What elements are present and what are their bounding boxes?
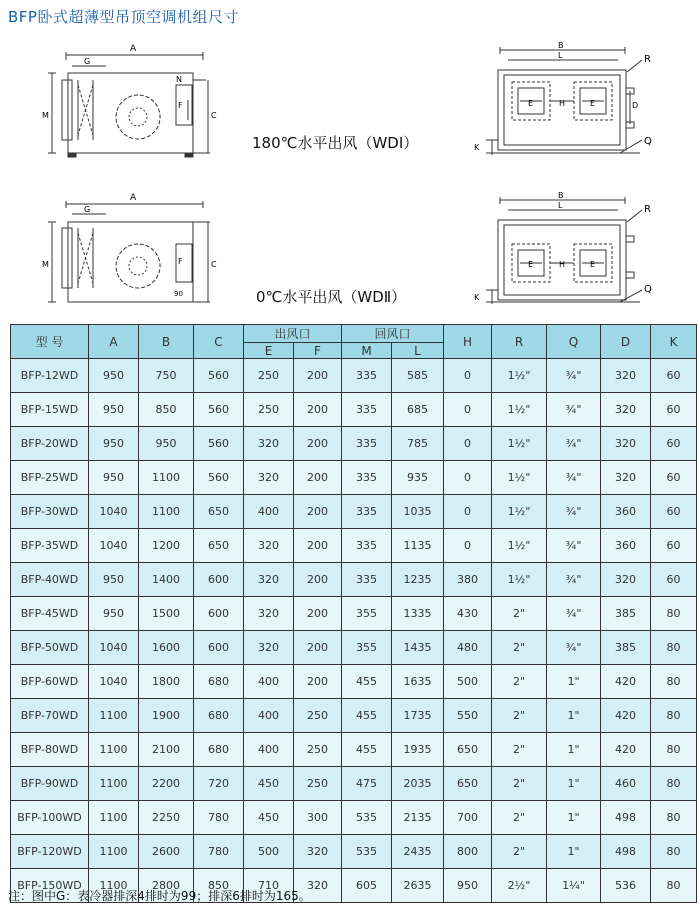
table-cell: 1100 [139, 461, 194, 495]
table-cell: 1035 [392, 495, 444, 529]
model-cell: BFP-25WD [11, 461, 89, 495]
table-cell: 498 [601, 801, 651, 835]
table-cell: 455 [342, 699, 392, 733]
table-cell: 60 [651, 529, 697, 563]
caption-wdi: 180℃水平出风（WDI） [252, 134, 419, 152]
table-cell: 950 [89, 597, 139, 631]
table-cell: 320 [601, 393, 651, 427]
table-cell: 1100 [89, 801, 139, 835]
table-cell: 2" [492, 801, 547, 835]
table-cell: 650 [194, 495, 244, 529]
table-cell: 80 [651, 631, 697, 665]
table-cell: 2200 [139, 767, 194, 801]
dim-label-k-2: K [474, 293, 480, 302]
header-h: H [444, 325, 492, 359]
dim-label-f-2: F [178, 257, 183, 266]
table-cell: 1100 [139, 495, 194, 529]
table-cell: 950 [444, 869, 492, 903]
table-cell: 400 [244, 699, 294, 733]
table-cell: 80 [651, 835, 697, 869]
table-cell: 1800 [139, 665, 194, 699]
table-cell: 335 [342, 495, 392, 529]
table-cell: 80 [651, 869, 697, 903]
table-cell: 335 [342, 359, 392, 393]
table-cell: 1½" [492, 359, 547, 393]
table-cell: 680 [194, 733, 244, 767]
table-cell: ¾" [547, 529, 601, 563]
table-cell: 320 [244, 529, 294, 563]
table-cell: 1100 [89, 869, 139, 903]
dim-label-k: K [474, 143, 480, 152]
dim-label-h: H [559, 99, 566, 108]
table-cell: 455 [342, 733, 392, 767]
table-cell: 605 [342, 869, 392, 903]
header-f: F [294, 343, 342, 359]
table-cell: 475 [342, 767, 392, 801]
table-cell: 2" [492, 665, 547, 699]
table-row [11, 835, 697, 869]
table-row [11, 563, 697, 597]
table-cell: 450 [244, 767, 294, 801]
model-cell: BFP-90WD [11, 767, 89, 801]
table-cell: 1¼" [547, 869, 601, 903]
table-cell: 1½" [492, 529, 547, 563]
dim-label-e2: E [590, 99, 596, 108]
table-cell: 385 [601, 631, 651, 665]
dim-label-f: F [178, 101, 183, 110]
table-cell: 1935 [392, 733, 444, 767]
table-cell: 500 [244, 835, 294, 869]
table-cell: 80 [651, 665, 697, 699]
dim-label-m: M [42, 111, 49, 120]
table-cell: 0 [444, 529, 492, 563]
table-cell: 1100 [89, 835, 139, 869]
table-cell: 2" [492, 631, 547, 665]
model-cell: BFP-150WD [11, 869, 89, 903]
table-cell: 1900 [139, 699, 194, 733]
table-cell: 480 [444, 631, 492, 665]
table-cell: 780 [194, 835, 244, 869]
footnote: 注：图中G：表冷器排深4排时为99；排深6排时为165。 [8, 889, 311, 903]
table-cell: 60 [651, 359, 697, 393]
table-cell: ¾" [547, 631, 601, 665]
dim-label-e-3: E [528, 260, 534, 269]
table-cell: 1½" [492, 495, 547, 529]
table-cell: 935 [392, 461, 444, 495]
table-cell: 650 [444, 733, 492, 767]
dim-label-b: B [558, 41, 564, 50]
model-cell: BFP-80WD [11, 733, 89, 767]
table-cell: 585 [392, 359, 444, 393]
header-return: 回风口 [342, 325, 444, 343]
dim-label-c-2: C [211, 260, 217, 269]
header-a: A [89, 325, 139, 359]
table-cell: 1435 [392, 631, 444, 665]
table-cell: 335 [342, 427, 392, 461]
table-cell: 850 [139, 393, 194, 427]
side-view-diagram-wdii [38, 192, 238, 310]
table-cell: 600 [194, 631, 244, 665]
table-cell: 200 [294, 495, 342, 529]
table-cell: 1" [547, 665, 601, 699]
table-cell: 80 [651, 801, 697, 835]
table-cell: 455 [342, 665, 392, 699]
dim-label-h-2: H [559, 260, 566, 269]
table-cell: 780 [194, 801, 244, 835]
table-cell: 80 [651, 597, 697, 631]
table-cell: 60 [651, 427, 697, 461]
table-cell: ¾" [547, 563, 601, 597]
dim-label-g: G [84, 57, 91, 66]
table-cell: 335 [342, 529, 392, 563]
table-cell: 600 [194, 563, 244, 597]
table-cell: 2035 [392, 767, 444, 801]
table-cell: 2½" [492, 869, 547, 903]
table-cell: 1½" [492, 461, 547, 495]
table-cell: ¾" [547, 461, 601, 495]
table-cell: 200 [294, 631, 342, 665]
side-view-diagram-wdi [38, 40, 238, 165]
table-cell: 1100 [89, 767, 139, 801]
header-model: 型 号 [11, 325, 89, 359]
table-row [11, 461, 697, 495]
table-cell: 950 [89, 359, 139, 393]
table-cell: 1635 [392, 665, 444, 699]
table-cell: 550 [444, 699, 492, 733]
table-cell: 1½" [492, 393, 547, 427]
table-cell: 60 [651, 563, 697, 597]
table-cell: 2250 [139, 801, 194, 835]
table-cell: 400 [244, 665, 294, 699]
model-cell: BFP-120WD [11, 835, 89, 869]
caption-wdii: 0℃水平出风（WDⅡ） [256, 288, 407, 306]
table-row [11, 359, 697, 393]
table-cell: 2" [492, 733, 547, 767]
table-cell: 320 [294, 835, 342, 869]
table-cell: 535 [342, 835, 392, 869]
dim-label-a: A [130, 44, 137, 54]
page-title: BFP卧式超薄型吊顶空调机组尺寸 [8, 8, 239, 26]
table-cell: 320 [294, 869, 342, 903]
table-cell: 1" [547, 801, 601, 835]
table-cell: 560 [194, 427, 244, 461]
table-cell: 950 [89, 427, 139, 461]
table-cell: 355 [342, 631, 392, 665]
table-cell: 650 [194, 529, 244, 563]
table-cell: 60 [651, 393, 697, 427]
header-d: D [601, 325, 651, 359]
table-cell: 355 [342, 597, 392, 631]
model-cell: BFP-45WD [11, 597, 89, 631]
model-cell: BFP-20WD [11, 427, 89, 461]
table-cell: 1040 [89, 631, 139, 665]
table-row [11, 495, 697, 529]
table-cell: 950 [89, 461, 139, 495]
table-cell: 1400 [139, 563, 194, 597]
front-view-diagram-wdi [470, 40, 680, 165]
dim-label-g-2: G [84, 205, 91, 214]
table-cell: 320 [244, 631, 294, 665]
table-cell: 200 [294, 529, 342, 563]
table-cell: 360 [601, 529, 651, 563]
table-cell: 1500 [139, 597, 194, 631]
table-cell: 700 [444, 801, 492, 835]
table-cell: 2135 [392, 801, 444, 835]
table-cell: 400 [244, 733, 294, 767]
table-cell: 320 [601, 563, 651, 597]
table-cell: 500 [444, 665, 492, 699]
table-cell: 950 [89, 393, 139, 427]
table-cell: 80 [651, 767, 697, 801]
table-cell: 1" [547, 699, 601, 733]
header-m: M [342, 343, 392, 359]
table-cell: 1735 [392, 699, 444, 733]
table-cell: 2" [492, 597, 547, 631]
header-r: R [492, 325, 547, 359]
table-cell: 320 [601, 359, 651, 393]
table-cell: 850 [194, 869, 244, 903]
table-cell: 420 [601, 665, 651, 699]
model-cell: BFP-70WD [11, 699, 89, 733]
table-row [11, 427, 697, 461]
table-cell: 0 [444, 359, 492, 393]
table-cell: 60 [651, 461, 697, 495]
table-cell: 430 [444, 597, 492, 631]
table-cell: 2635 [392, 869, 444, 903]
table-cell: 1600 [139, 631, 194, 665]
header-l: L [392, 343, 444, 359]
table-cell: 420 [601, 699, 651, 733]
table-cell: 320 [244, 461, 294, 495]
table-cell: 1100 [89, 699, 139, 733]
table-cell: 1" [547, 733, 601, 767]
table-row [11, 529, 697, 563]
table-cell: 380 [444, 563, 492, 597]
table-cell: 2435 [392, 835, 444, 869]
table-cell: 600 [194, 597, 244, 631]
dim-label-r-2: R [644, 204, 651, 215]
front-view-diagram-wdii [470, 192, 680, 310]
table-cell: 785 [392, 427, 444, 461]
table-cell: 1040 [89, 529, 139, 563]
table-row [11, 597, 697, 631]
table-cell: 335 [342, 563, 392, 597]
table-cell: 680 [194, 665, 244, 699]
table-cell: 320 [244, 563, 294, 597]
dim-label-m-2: M [42, 260, 49, 269]
table-cell: 320 [244, 597, 294, 631]
table-cell: 450 [244, 801, 294, 835]
model-cell: BFP-50WD [11, 631, 89, 665]
table-cell: 320 [244, 427, 294, 461]
table-cell: 460 [601, 767, 651, 801]
table-cell: 200 [294, 597, 342, 631]
header-outlet: 出风口 [244, 325, 342, 343]
table-cell: 300 [294, 801, 342, 835]
table-cell: 385 [601, 597, 651, 631]
table-cell: 0 [444, 461, 492, 495]
table-cell: ¾" [547, 597, 601, 631]
table-cell: 2100 [139, 733, 194, 767]
table-cell: 2" [492, 699, 547, 733]
model-cell: BFP-60WD [11, 665, 89, 699]
table-cell: 535 [342, 801, 392, 835]
table-cell: 80 [651, 733, 697, 767]
table-cell: ¾" [547, 427, 601, 461]
table-row [11, 665, 697, 699]
table-cell: 200 [294, 461, 342, 495]
header-e: E [244, 343, 294, 359]
table-cell: 950 [89, 563, 139, 597]
dim-label-q-2: Q [644, 284, 652, 295]
table-cell: 335 [342, 461, 392, 495]
table-cell: 250 [244, 393, 294, 427]
header-k: K [651, 325, 697, 359]
dim-label-e: E [528, 99, 534, 108]
table-cell: 1½" [492, 563, 547, 597]
table-cell: 560 [194, 359, 244, 393]
table-cell: 498 [601, 835, 651, 869]
table-cell: 200 [294, 393, 342, 427]
table-row [11, 393, 697, 427]
model-cell: BFP-100WD [11, 801, 89, 835]
table-cell: 320 [601, 427, 651, 461]
model-cell: BFP-30WD [11, 495, 89, 529]
table-row [11, 699, 697, 733]
table-cell: 335 [342, 393, 392, 427]
table-cell: 60 [651, 495, 697, 529]
table-row [11, 631, 697, 665]
table-cell: 2600 [139, 835, 194, 869]
dim-label-l-2: L [558, 201, 563, 210]
table-cell: 1200 [139, 529, 194, 563]
table-cell: 250 [294, 767, 342, 801]
table-cell: 950 [139, 427, 194, 461]
table-cell: 560 [194, 461, 244, 495]
dim-label-90: 90 [174, 290, 183, 298]
table-cell: 250 [294, 699, 342, 733]
table-cell: 320 [601, 461, 651, 495]
header-b: B [139, 325, 194, 359]
table-cell: 1100 [89, 733, 139, 767]
header-c: C [194, 325, 244, 359]
table-cell: 650 [444, 767, 492, 801]
table-cell: ¾" [547, 495, 601, 529]
table-cell: 750 [139, 359, 194, 393]
table-row [11, 801, 697, 835]
table-cell: 200 [294, 665, 342, 699]
table-cell: ¾" [547, 359, 601, 393]
table-body [11, 359, 697, 903]
table-cell: 685 [392, 393, 444, 427]
table-cell: 250 [244, 359, 294, 393]
table-cell: 1235 [392, 563, 444, 597]
table-cell: 720 [194, 767, 244, 801]
model-cell: BFP-35WD [11, 529, 89, 563]
table-cell: 80 [651, 699, 697, 733]
table-cell: 200 [294, 359, 342, 393]
table-cell: 1040 [89, 495, 139, 529]
table-cell: 360 [601, 495, 651, 529]
header-q: Q [547, 325, 601, 359]
dim-label-a-2: A [130, 193, 137, 203]
table-cell: 1335 [392, 597, 444, 631]
table-cell: 710 [244, 869, 294, 903]
table-cell: 200 [294, 563, 342, 597]
table-cell: 560 [194, 393, 244, 427]
dim-label-q: Q [644, 136, 652, 147]
table-cell: 1135 [392, 529, 444, 563]
table-cell: 200 [294, 427, 342, 461]
model-cell: BFP-12WD [11, 359, 89, 393]
table-cell: 1½" [492, 427, 547, 461]
table-cell: ¾" [547, 393, 601, 427]
table-cell: 420 [601, 733, 651, 767]
table-cell: 0 [444, 495, 492, 529]
model-cell: BFP-15WD [11, 393, 89, 427]
dim-label-d: D [632, 101, 639, 110]
table-cell: 400 [244, 495, 294, 529]
table-cell: 536 [601, 869, 651, 903]
table-cell: 0 [444, 427, 492, 461]
table-cell: 800 [444, 835, 492, 869]
table-cell: 1" [547, 767, 601, 801]
dim-label-n: N [176, 75, 182, 84]
model-cell: BFP-40WD [11, 563, 89, 597]
table-cell: 1" [547, 835, 601, 869]
table-cell: 2" [492, 835, 547, 869]
dim-label-e-4: E [590, 260, 596, 269]
table-cell: 1040 [89, 665, 139, 699]
dim-label-l: L [558, 51, 563, 60]
dim-label-b-2: B [558, 192, 564, 200]
table-cell: 2800 [139, 869, 194, 903]
dim-label-r: R [644, 54, 651, 65]
table-cell: 680 [194, 699, 244, 733]
table-cell: 0 [444, 393, 492, 427]
table-row [11, 733, 697, 767]
table-cell: 2" [492, 767, 547, 801]
table-row [11, 767, 697, 801]
dimension-table [10, 324, 697, 903]
dim-label-c: C [211, 111, 217, 120]
table-cell: 250 [294, 733, 342, 767]
